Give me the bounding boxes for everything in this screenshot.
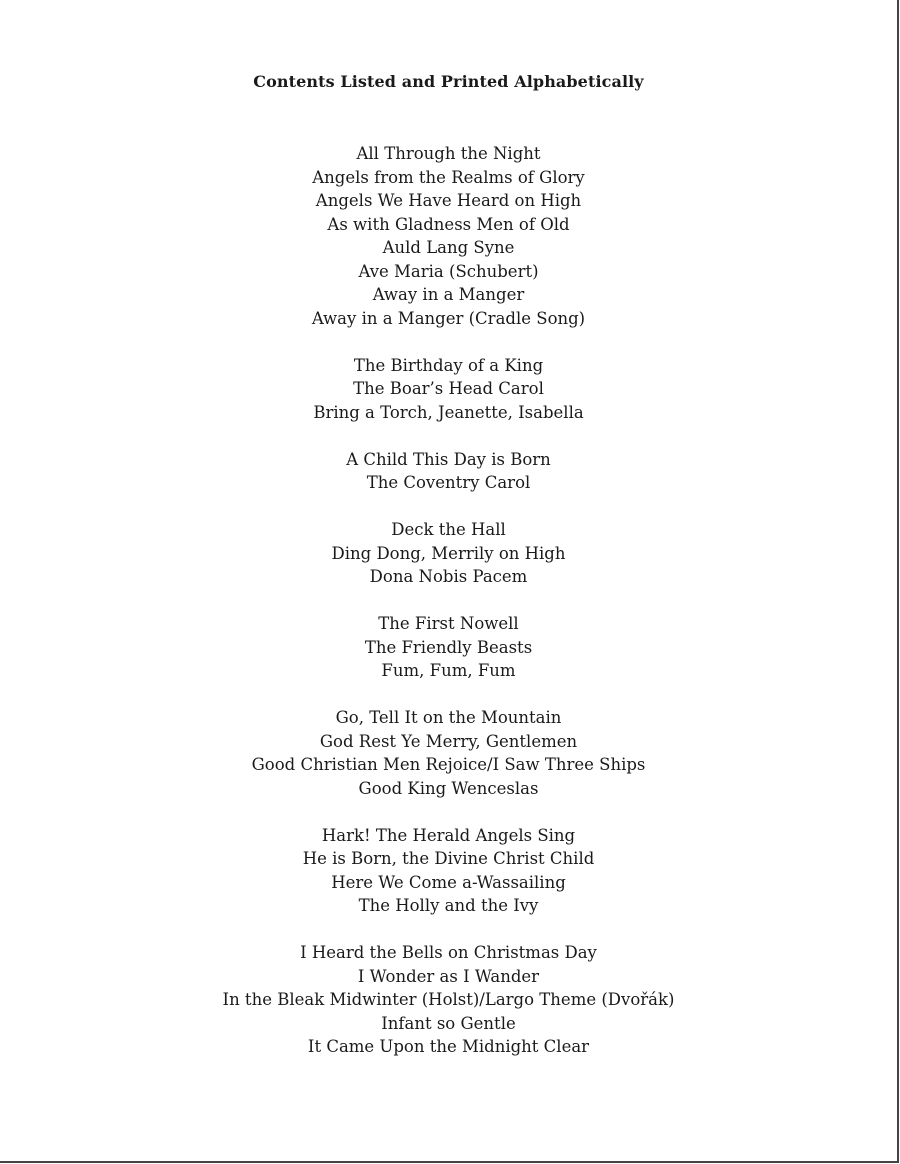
contents-entry: Bring a Torch, Jeanette, Isabella — [313, 402, 584, 422]
contents-entry: Good King Wenceslas — [358, 778, 539, 798]
contents-entry: Deck the Hall — [391, 520, 506, 539]
contents-entry: Ding Dong, Merrily on High — [331, 543, 566, 563]
contents-entry: God Rest Ye Merry, Gentlemen — [319, 731, 578, 751]
page-title: Contents Listed and Printed Alphabetically — [253, 72, 644, 91]
contents-entry: Away in a Manger (Cradle Song) — [311, 308, 586, 328]
contents-entry: Angels from the Realms of Glory — [312, 167, 585, 187]
contents-entry: It Came Upon the Midnight Clear — [307, 1037, 590, 1056]
contents-group-c — [0, 448, 897, 495]
contents-group-g — [0, 706, 897, 800]
contents-entry: I Wonder as I Wander — [357, 966, 540, 986]
contents-entry: The Birthday of a King — [353, 355, 544, 375]
contents-group-f — [0, 612, 897, 683]
contents-entry: Dona Nobis Pacem — [369, 567, 528, 586]
contents-entry: Angels We Have Heard on High — [315, 191, 582, 210]
contents-entry: I Heard the Bells on Christmas Day — [300, 943, 597, 962]
contents-entry: Ave Maria (Schubert) — [358, 261, 539, 281]
contents-group-b — [0, 354, 897, 425]
contents-entry: He is Born, the Divine Christ Child — [302, 849, 595, 868]
contents-entry: A Child This Day is Born — [346, 449, 551, 469]
contents-entry: Hark! The Herald Angels Sing — [321, 825, 576, 845]
contents-entry: The Friendly Beasts — [364, 637, 533, 657]
contents-entry: As with Gladness Men of Old — [327, 214, 570, 234]
contents-entry: The Coventry Carol — [366, 473, 531, 492]
contents-entry: The Holly and the Ivy — [358, 896, 539, 915]
contents-entry: Here We Come a-Wassailing — [331, 872, 566, 892]
contents-group-d — [0, 518, 897, 589]
contents-entry: Auld Lang Syne — [382, 238, 515, 257]
contents-entry: Fum, Fum, Fum — [381, 661, 516, 680]
contents-group-a — [0, 142, 897, 330]
contents-entry: Good Christian Men Rejoice/I Saw Three Ships — [251, 755, 646, 774]
contents-entry: All Through the Night — [356, 144, 541, 163]
contents-list — [0, 142, 897, 1082]
contents-entry: Infant so Gentle — [381, 1013, 516, 1033]
contents-entry: Away in a Manger — [372, 285, 525, 304]
contents-entry: Go, Tell It on the Mountain — [335, 708, 562, 727]
contents-entry: The Boar’s Head Carol — [353, 379, 544, 398]
contents-entry: The First Nowell — [378, 614, 519, 633]
contents-entry: In the Bleak Midwinter (Holst)/Largo Theme (Dvořák) — [222, 990, 675, 1009]
contents-group-i — [0, 941, 897, 1059]
contents-group-h — [0, 824, 897, 918]
